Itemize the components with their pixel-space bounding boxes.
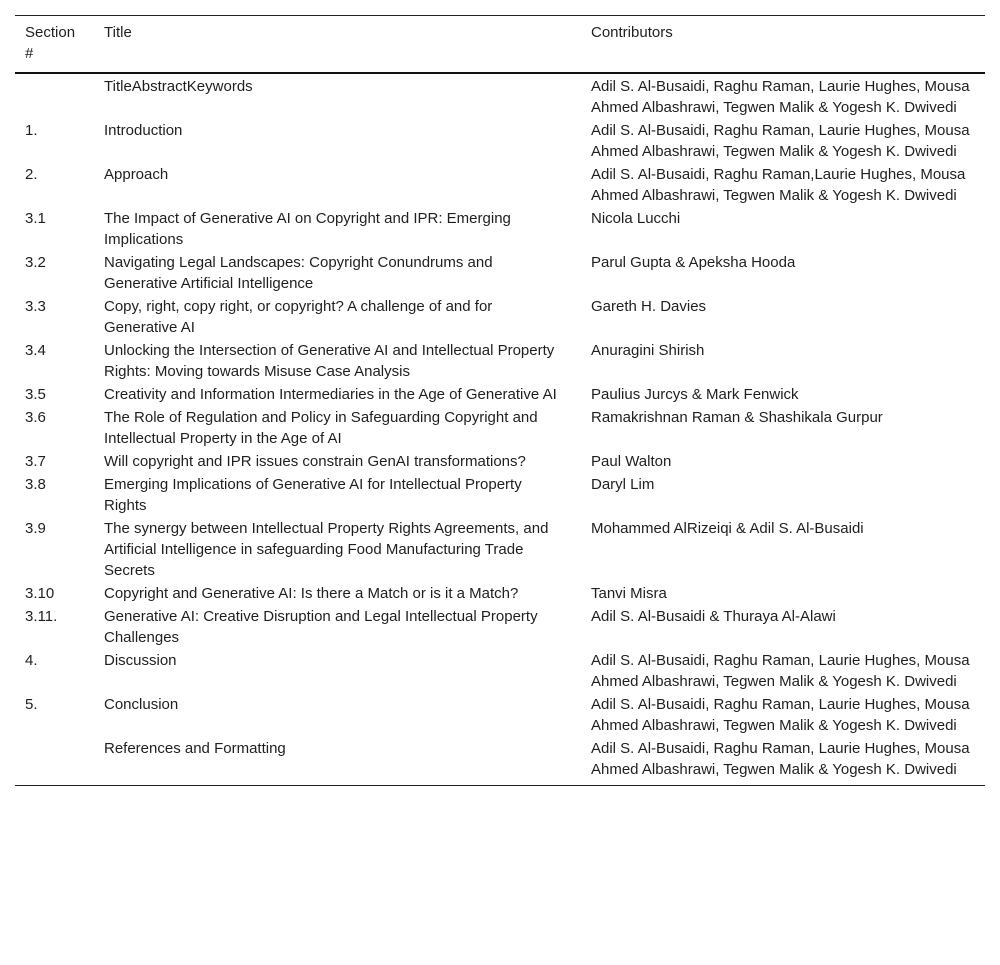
contributors-cell: Ramakrishnan Raman & Shashikala Gurpur [591, 409, 883, 426]
title-cell: TitleAbstractKeywords [104, 78, 253, 95]
title-cell: Emerging Implications of Generative AI for Intellectual Property Rights [104, 476, 522, 514]
title-cell: Navigating Legal Landscapes: Copyright Conundrums and Generative Artificial Intelligence [104, 254, 493, 292]
title-cell: The synergy between Intellectual Property Rights Agreements, and Artificial Intelligence in safeguarding Food Manufacturing Trade Secrets [104, 520, 549, 579]
section-cell: 4. [25, 652, 38, 669]
title-cell: References and Formatting [104, 740, 286, 757]
contributors-cell: Nicola Lucchi [591, 210, 681, 227]
contributors-cell: Adil S. Al-Busaidi, Raghu Raman, Laurie Hughes, Mousa Ahmed Albashrawi, Tegwen Malik & Yogesh K. Dwivedi [591, 696, 970, 734]
contributors-cell: Paul Walton [591, 453, 672, 470]
table-row [15, 406, 985, 450]
table-row [15, 649, 985, 693]
header-title: Title [104, 24, 132, 41]
contributors-cell: Anuragini Shirish [591, 342, 705, 359]
table-row [15, 295, 985, 339]
header-row [15, 16, 985, 74]
table-row [15, 163, 985, 207]
section-cell: 3.8 [25, 476, 46, 493]
title-cell: Approach [104, 166, 169, 183]
section-cell: 3.11. [25, 608, 58, 625]
title-cell: Unlocking the Intersection of Generative AI and Intellectual Property Rights: Moving towards Misuse Case Analysis [104, 342, 555, 380]
contributors-cell: Adil S. Al-Busaidi & Thuraya Al-Alawi [591, 608, 836, 625]
header-contributors: Contributors [591, 24, 673, 41]
section-cell [15, 73, 94, 119]
table-row [15, 473, 985, 517]
table-header [15, 16, 985, 74]
title-cell: Generative AI: Creative Disruption and Legal Intellectual Property Challenges [104, 608, 538, 646]
table-row [15, 73, 985, 119]
section-cell: 3.1 [25, 210, 46, 227]
title-cell: Creativity and Information Intermediaries in the Age of Generative AI [104, 386, 557, 403]
section-cell: 3.10 [25, 585, 55, 602]
table-row [15, 693, 985, 737]
contributors-cell: Adil S. Al-Busaidi, Raghu Raman,Laurie Hughes, Mousa Ahmed Albashrawi, Tegwen Malik & Yogesh K. Dwivedi [591, 166, 966, 204]
title-cell: The Role of Regulation and Policy in Safeguarding Copyright and Intellectual Property in the Age of AI [104, 409, 538, 447]
title-cell: Discussion [104, 652, 177, 669]
table-row [15, 517, 985, 582]
section-cell: 3.7 [25, 453, 46, 470]
section-cell: 2. [25, 166, 38, 183]
title-cell: The Impact of Generative AI on Copyright and IPR: Emerging Implications [104, 210, 511, 248]
table-row [15, 207, 985, 251]
table-body [15, 73, 985, 786]
table-row [15, 605, 985, 649]
section-cell: 3.4 [25, 342, 46, 359]
section-cell [15, 737, 94, 786]
contributors-cell: Parul Gupta & Apeksha Hooda [591, 254, 796, 271]
contributors-cell: Daryl Lim [591, 476, 655, 493]
contributors-cell: Mohammed AlRizeiqi & Adil S. Al-Busaidi [591, 520, 864, 537]
section-cell: 3.9 [25, 520, 46, 537]
table-row [15, 737, 985, 786]
section-cell: 5. [25, 696, 38, 713]
table-row [15, 339, 985, 383]
contributors-cell: Adil S. Al-Busaidi, Raghu Raman, Laurie Hughes, Mousa Ahmed Albashrawi, Tegwen Malik & Yogesh K. Dwivedi [591, 740, 970, 778]
table-row [15, 251, 985, 295]
contributors-cell: Adil S. Al-Busaidi, Raghu Raman, Laurie Hughes, Mousa Ahmed Albashrawi, Tegwen Malik & Yogesh K. Dwivedi [591, 652, 970, 690]
section-cell: 3.2 [25, 254, 46, 271]
section-cell: 3.5 [25, 386, 46, 403]
contributors-table [15, 15, 985, 786]
table-row [15, 119, 985, 163]
title-cell: Copy, right, copy right, or copyright? A challenge of and for Generative AI [104, 298, 493, 336]
table-row [15, 383, 985, 406]
title-cell: Conclusion [104, 696, 179, 713]
table-row [15, 582, 985, 605]
contributors-cell: Tanvi Misra [591, 585, 667, 602]
table-row [15, 450, 985, 473]
contributors-cell: Gareth H. Davies [591, 298, 707, 315]
section-cell: 3.6 [25, 409, 46, 426]
contributors-cell: Adil S. Al-Busaidi, Raghu Raman, Laurie Hughes, Mousa Ahmed Albashrawi, Tegwen Malik & Yogesh K. Dwivedi [591, 78, 970, 116]
title-cell: Copyright and Generative AI: Is there a Match or is it a Match? [104, 585, 519, 602]
header-section: Section # [25, 24, 76, 62]
contributors-cell: Paulius Jurcys & Mark Fenwick [591, 386, 799, 403]
title-cell: Introduction [104, 122, 183, 139]
title-cell: Will copyright and IPR issues constrain GenAI transformations? [104, 453, 526, 470]
contributors-cell: Adil S. Al-Busaidi, Raghu Raman, Laurie Hughes, Mousa Ahmed Albashrawi, Tegwen Malik & Yogesh K. Dwivedi [591, 122, 970, 160]
section-cell: 3.3 [25, 298, 46, 315]
section-cell: 1. [25, 122, 38, 139]
